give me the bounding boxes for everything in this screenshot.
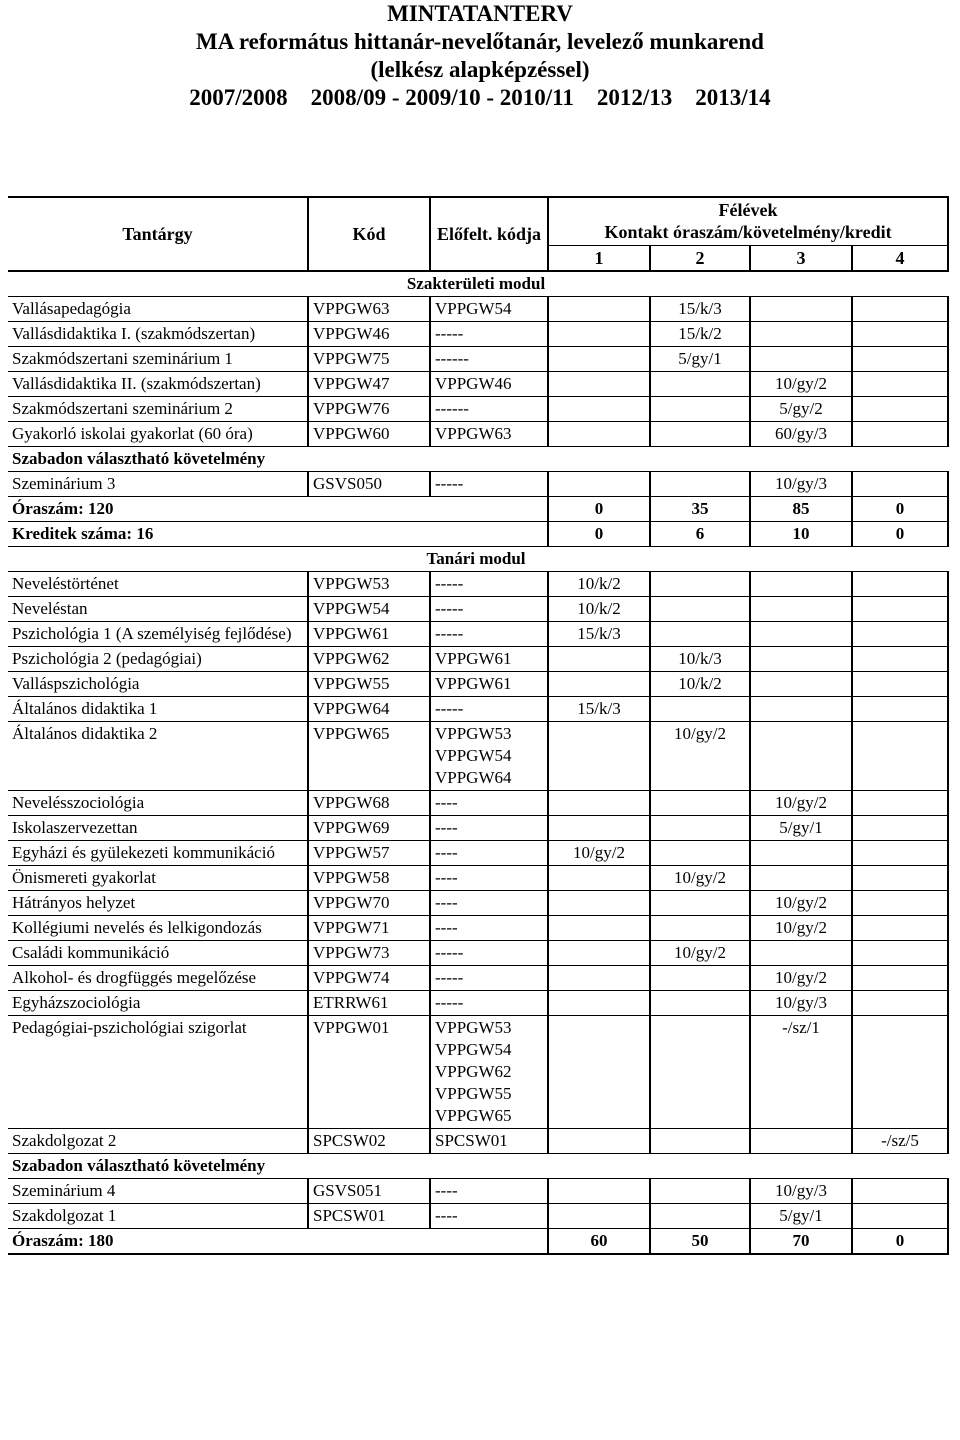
semester-1-cell — [548, 297, 650, 322]
table-row — [8, 941, 948, 966]
semester-4-cell: -/sz/5 — [852, 1129, 948, 1154]
table-row — [8, 372, 948, 397]
semester-3-cell: -/sz/1 — [750, 1016, 852, 1129]
section-title-tanari-row — [8, 547, 948, 572]
semester-4-cell — [852, 816, 948, 841]
prereq-cell: VPPGW53 VPPGW54 VPPGW64 — [430, 722, 548, 791]
semester-3-cell: 5/gy/1 — [750, 816, 852, 841]
col-header-code: Kód — [308, 197, 430, 271]
semester-1-cell — [548, 672, 650, 697]
hours-total-1-s2: 35 — [650, 497, 750, 522]
table-row — [8, 597, 948, 622]
table-row — [8, 572, 948, 597]
subject-cell: Szakdolgozat 2 — [8, 1129, 308, 1154]
semester-2-cell — [650, 791, 750, 816]
subject-cell: Egyházszociológia — [8, 991, 308, 1016]
subject-cell: Vallásdidaktika II. (szakmódszertan) — [8, 372, 308, 397]
credits-total-1-s3: 10 — [750, 522, 852, 547]
semester-4-cell — [852, 841, 948, 866]
semester-4-cell — [852, 791, 948, 816]
semester-2-cell: 10/gy/2 — [650, 866, 750, 891]
semester-1-cell: 15/k/3 — [548, 697, 650, 722]
code-cell: VPPGW70 — [308, 891, 430, 916]
curriculum-table-body — [8, 197, 948, 1254]
semester-1-cell — [548, 1204, 650, 1229]
code-cell: VPPGW75 — [308, 347, 430, 372]
prereq-cell: ---- — [430, 1204, 548, 1229]
semester-1-cell — [548, 422, 650, 447]
hours-total-1-row — [8, 497, 948, 522]
credits-total-1-s1: 0 — [548, 522, 650, 547]
semester-4-cell — [852, 866, 948, 891]
hours-total-1-s4: 0 — [852, 497, 948, 522]
table-row — [8, 322, 948, 347]
semester-3-cell — [750, 347, 852, 372]
semester-2-cell — [650, 572, 750, 597]
code-cell: VPPGW63 — [308, 297, 430, 322]
semester-1-cell — [548, 866, 650, 891]
prereq-cell: ----- — [430, 322, 548, 347]
semester-4-cell — [852, 916, 948, 941]
semester-1-cell — [548, 991, 650, 1016]
hours-total-2-s1: 60 — [548, 1229, 650, 1255]
prereq-cell: ------ — [430, 347, 548, 372]
semester-3-cell — [750, 1129, 852, 1154]
elective-title-1: Szabadon választható követelmény — [8, 447, 948, 472]
semester-4-cell — [852, 1204, 948, 1229]
credits-total-1-row — [8, 522, 948, 547]
table-row — [8, 697, 948, 722]
semester-2-cell — [650, 991, 750, 1016]
semester-3-cell — [750, 597, 852, 622]
col-header-semesters — [548, 197, 948, 245]
prereq-cell: VPPGW53 VPPGW54 VPPGW62 VPPGW55 VPPGW65 — [430, 1016, 548, 1129]
document-header — [0, 0, 960, 112]
subject-cell: Kollégiumi nevelés és lelkigondozás — [8, 916, 308, 941]
semester-2-cell — [650, 816, 750, 841]
subject-cell: Nevelésszociológia — [8, 791, 308, 816]
subject-cell: Neveléstan — [8, 597, 308, 622]
code-cell: VPPGW58 — [308, 866, 430, 891]
table-row — [8, 866, 948, 891]
prereq-cell: VPPGW46 — [430, 372, 548, 397]
subject-cell: Általános didaktika 2 — [8, 722, 308, 791]
table-row — [8, 1204, 948, 1229]
semester-3-cell: 10/gy/2 — [750, 791, 852, 816]
semester-1-cell — [548, 791, 650, 816]
semester-1-cell — [548, 891, 650, 916]
code-cell: VPPGW61 — [308, 622, 430, 647]
prereq-cell: VPPGW61 — [430, 647, 548, 672]
subject-cell: Családi kommunikáció — [8, 941, 308, 966]
semester-3-cell: 10/gy/2 — [750, 372, 852, 397]
semester-3-cell: 5/gy/2 — [750, 397, 852, 422]
col-header-s3: 3 — [750, 245, 852, 271]
credits-total-1-label: Kreditek száma: 16 — [8, 522, 548, 547]
semester-4-cell — [852, 297, 948, 322]
semester-1-cell: 10/k/2 — [548, 572, 650, 597]
semester-4-cell — [852, 422, 948, 447]
col-header-prereq: Előfelt. kódja — [430, 197, 548, 271]
prereq-cell: ---- — [430, 1179, 548, 1204]
semester-1-cell: 15/k/3 — [548, 622, 650, 647]
semesters-subtitle: Kontakt óraszám/követelmény/kredit — [604, 222, 892, 243]
semester-2-cell — [650, 622, 750, 647]
code-cell: VPPGW62 — [308, 647, 430, 672]
table-row — [8, 816, 948, 841]
code-cell: VPPGW65 — [308, 722, 430, 791]
table-row — [8, 672, 948, 697]
table-row — [8, 991, 948, 1016]
table-header-row — [8, 197, 948, 245]
prereq-cell: ----- — [430, 966, 548, 991]
prereq-cell: ----- — [430, 472, 548, 497]
curriculum-table — [8, 196, 949, 1255]
semester-2-cell — [650, 697, 750, 722]
prereq-cell: ---- — [430, 891, 548, 916]
subject-cell: Vallásdidaktika I. (szakmódszertan) — [8, 322, 308, 347]
semester-1-cell — [548, 941, 650, 966]
semester-4-cell — [852, 941, 948, 966]
prereq-cell: VPPGW63 — [430, 422, 548, 447]
semester-1-cell — [548, 1179, 650, 1204]
semester-4-cell — [852, 722, 948, 791]
semester-3-cell: 10/gy/3 — [750, 1179, 852, 1204]
semester-1-cell — [548, 322, 650, 347]
semester-1-cell — [548, 916, 650, 941]
section-title-tanari: Tanári modul — [8, 547, 948, 572]
semester-2-cell: 10/k/2 — [650, 672, 750, 697]
semester-3-cell — [750, 622, 852, 647]
prereq-cell: VPPGW61 — [430, 672, 548, 697]
prereq-cell: ---- — [430, 916, 548, 941]
code-cell: VPPGW64 — [308, 697, 430, 722]
semester-3-cell: 10/gy/2 — [750, 966, 852, 991]
elective-title-2-row — [8, 1154, 948, 1179]
hours-total-2-label: Óraszám: 180 — [8, 1229, 548, 1255]
prereq-cell: ----- — [430, 697, 548, 722]
semester-1-cell — [548, 722, 650, 791]
semester-3-cell — [750, 672, 852, 697]
semester-2-cell — [650, 597, 750, 622]
code-cell: VPPGW76 — [308, 397, 430, 422]
code-cell: ETRRW61 — [308, 991, 430, 1016]
semester-4-cell — [852, 1016, 948, 1129]
semester-4-cell — [852, 891, 948, 916]
prereq-cell: ----- — [430, 991, 548, 1016]
semester-4-cell — [852, 397, 948, 422]
semester-4-cell — [852, 966, 948, 991]
semester-2-cell: 15/k/2 — [650, 322, 750, 347]
code-cell: VPPGW54 — [308, 597, 430, 622]
semester-1-cell — [548, 1016, 650, 1129]
semester-1-cell — [548, 647, 650, 672]
semester-4-cell — [852, 347, 948, 372]
subject-cell: Szakdolgozat 1 — [8, 1204, 308, 1229]
code-cell: VPPGW55 — [308, 672, 430, 697]
code-cell: VPPGW73 — [308, 941, 430, 966]
col-header-s2: 2 — [650, 245, 750, 271]
col-header-subject: Tantárgy — [122, 224, 193, 244]
table-row — [8, 891, 948, 916]
subject-cell: Pszichológia 2 (pedagógiai) — [8, 647, 308, 672]
table-row — [8, 722, 948, 791]
table-row — [8, 791, 948, 816]
semester-2-cell: 10/gy/2 — [650, 941, 750, 966]
semester-4-cell — [852, 647, 948, 672]
semester-3-cell — [750, 841, 852, 866]
semester-3-cell — [750, 572, 852, 597]
semester-3-cell — [750, 722, 852, 791]
table-row — [8, 1179, 948, 1204]
semester-4-cell — [852, 597, 948, 622]
semester-2-cell — [650, 422, 750, 447]
credits-total-1-s2: 6 — [650, 522, 750, 547]
semester-4-cell — [852, 472, 948, 497]
code-cell: VPPGW46 — [308, 322, 430, 347]
semester-4-cell — [852, 672, 948, 697]
code-cell: VPPGW53 — [308, 572, 430, 597]
semester-2-cell — [650, 1204, 750, 1229]
semester-2-cell: 15/k/3 — [650, 297, 750, 322]
semester-2-cell — [650, 1129, 750, 1154]
prereq-cell: ---- — [430, 816, 548, 841]
doc-subtitle: MA református hittanár-nevelőtanár, levelező munkarend — [196, 29, 764, 54]
elective-title-2: Szabadon választható követelmény — [8, 1154, 948, 1179]
table-row — [8, 347, 948, 372]
code-cell: SPCSW01 — [308, 1204, 430, 1229]
subject-cell: Valláspszichológia — [8, 672, 308, 697]
semester-3-cell: 10/gy/3 — [750, 991, 852, 1016]
semester-2-cell — [650, 916, 750, 941]
semester-4-cell — [852, 372, 948, 397]
semester-4-cell — [852, 991, 948, 1016]
semester-2-cell: 5/gy/1 — [650, 347, 750, 372]
table-row — [8, 841, 948, 866]
table-row — [8, 1016, 948, 1129]
semester-1-cell — [548, 1129, 650, 1154]
prereq-cell: ----- — [430, 597, 548, 622]
section-title-szakteruleti-row — [8, 271, 948, 297]
elective-title-1-row — [8, 447, 948, 472]
code-cell: SPCSW02 — [308, 1129, 430, 1154]
semester-1-cell — [548, 347, 650, 372]
hours-total-1-s1: 0 — [548, 497, 650, 522]
subject-cell: Pedagógiai-pszichológiai szigorlat — [8, 1016, 308, 1129]
doc-title: MINTATANTERV — [387, 1, 573, 26]
doc-subtitle-2: (lelkész alapképzéssel) — [370, 57, 590, 82]
semester-3-cell — [750, 297, 852, 322]
prereq-cell: ----- — [430, 622, 548, 647]
semesters-title: Félévek — [718, 200, 778, 221]
prereq-cell: ---- — [430, 866, 548, 891]
semester-2-cell — [650, 1179, 750, 1204]
subject-cell: Szakmódszertani szeminárium 1 — [8, 347, 308, 372]
semester-1-cell: 10/gy/2 — [548, 841, 650, 866]
prereq-cell: ---- — [430, 841, 548, 866]
semester-2-cell — [650, 841, 750, 866]
semester-2-cell: 10/gy/2 — [650, 722, 750, 791]
semester-2-cell — [650, 372, 750, 397]
semester-1-cell — [548, 472, 650, 497]
semester-2-cell: 10/k/3 — [650, 647, 750, 672]
credits-total-1-s4: 0 — [852, 522, 948, 547]
semester-3-cell — [750, 322, 852, 347]
subject-cell: Szeminárium 4 — [8, 1179, 308, 1204]
semester-4-cell — [852, 572, 948, 597]
semester-3-cell — [750, 866, 852, 891]
semester-2-cell — [650, 472, 750, 497]
code-cell: VPPGW60 — [308, 422, 430, 447]
prereq-cell: VPPGW54 — [430, 297, 548, 322]
subject-cell: Alkohol- és drogfüggés megelőzése — [8, 966, 308, 991]
table-row — [8, 916, 948, 941]
semester-3-cell — [750, 647, 852, 672]
prereq-cell: ----- — [430, 941, 548, 966]
table-row — [8, 1129, 948, 1154]
semester-2-cell — [650, 1016, 750, 1129]
semester-4-cell — [852, 1179, 948, 1204]
subject-cell: Egyházi és gyülekezeti kommunikáció — [8, 841, 308, 866]
semester-1-cell — [548, 372, 650, 397]
section-title-szakteruleti: Szakterületi modul — [8, 271, 948, 297]
semester-4-cell — [852, 322, 948, 347]
semester-1-cell: 10/k/2 — [548, 597, 650, 622]
hours-total-2-row — [8, 1229, 948, 1255]
subject-cell: Neveléstörténet — [8, 572, 308, 597]
subject-cell: Hátrányos helyzet — [8, 891, 308, 916]
prereq-cell: ---- — [430, 791, 548, 816]
subject-cell: Iskolaszervezettan — [8, 816, 308, 841]
code-cell: VPPGW69 — [308, 816, 430, 841]
semester-1-cell — [548, 397, 650, 422]
hours-total-2-s2: 50 — [650, 1229, 750, 1255]
code-cell: VPPGW74 — [308, 966, 430, 991]
table-row — [8, 297, 948, 322]
table-row — [8, 422, 948, 447]
semester-2-cell — [650, 891, 750, 916]
subject-cell: Pszichológia 1 (A személyiség fejlődése) — [8, 622, 308, 647]
semester-3-cell — [750, 697, 852, 722]
table-row — [8, 472, 948, 497]
hours-total-1-s3: 85 — [750, 497, 852, 522]
subject-cell: Szeminárium 3 — [8, 472, 308, 497]
subject-cell: Gyakorló iskolai gyakorlat (60 óra) — [8, 422, 308, 447]
semester-3-cell: 10/gy/2 — [750, 916, 852, 941]
semester-1-cell — [548, 816, 650, 841]
semester-4-cell — [852, 697, 948, 722]
semester-3-cell: 10/gy/2 — [750, 891, 852, 916]
code-cell: VPPGW68 — [308, 791, 430, 816]
col-header-s1: 1 — [548, 245, 650, 271]
semester-2-cell — [650, 397, 750, 422]
subject-cell: Vallásapedagógia — [8, 297, 308, 322]
code-cell: GSVS050 — [308, 472, 430, 497]
code-cell: GSVS051 — [308, 1179, 430, 1204]
col-header-s4: 4 — [852, 245, 948, 271]
semester-3-cell — [750, 941, 852, 966]
code-cell: VPPGW71 — [308, 916, 430, 941]
semester-1-cell — [548, 966, 650, 991]
semester-3-cell: 10/gy/3 — [750, 472, 852, 497]
hours-total-2-s3: 70 — [750, 1229, 852, 1255]
subject-cell: Szakmódszertani szeminárium 2 — [8, 397, 308, 422]
semester-4-cell — [852, 622, 948, 647]
hours-total-1-label: Óraszám: 120 — [8, 497, 548, 522]
code-cell: VPPGW57 — [308, 841, 430, 866]
hours-total-2-s4: 0 — [852, 1229, 948, 1255]
table-row — [8, 647, 948, 672]
prereq-cell: SPCSW01 — [430, 1129, 548, 1154]
prereq-cell: ----- — [430, 572, 548, 597]
code-cell: VPPGW01 — [308, 1016, 430, 1129]
prereq-cell: ------ — [430, 397, 548, 422]
subject-cell: Általános didaktika 1 — [8, 697, 308, 722]
semester-2-cell — [650, 966, 750, 991]
table-row — [8, 966, 948, 991]
table-row — [8, 397, 948, 422]
doc-years: 2007/2008 2008/09 - 2009/10 - 2010/11 2012/13 2013/14 — [189, 85, 771, 110]
table-row — [8, 622, 948, 647]
semester-3-cell: 5/gy/1 — [750, 1204, 852, 1229]
code-cell: VPPGW47 — [308, 372, 430, 397]
subject-cell: Önismereti gyakorlat — [8, 866, 308, 891]
semester-3-cell: 60/gy/3 — [750, 422, 852, 447]
